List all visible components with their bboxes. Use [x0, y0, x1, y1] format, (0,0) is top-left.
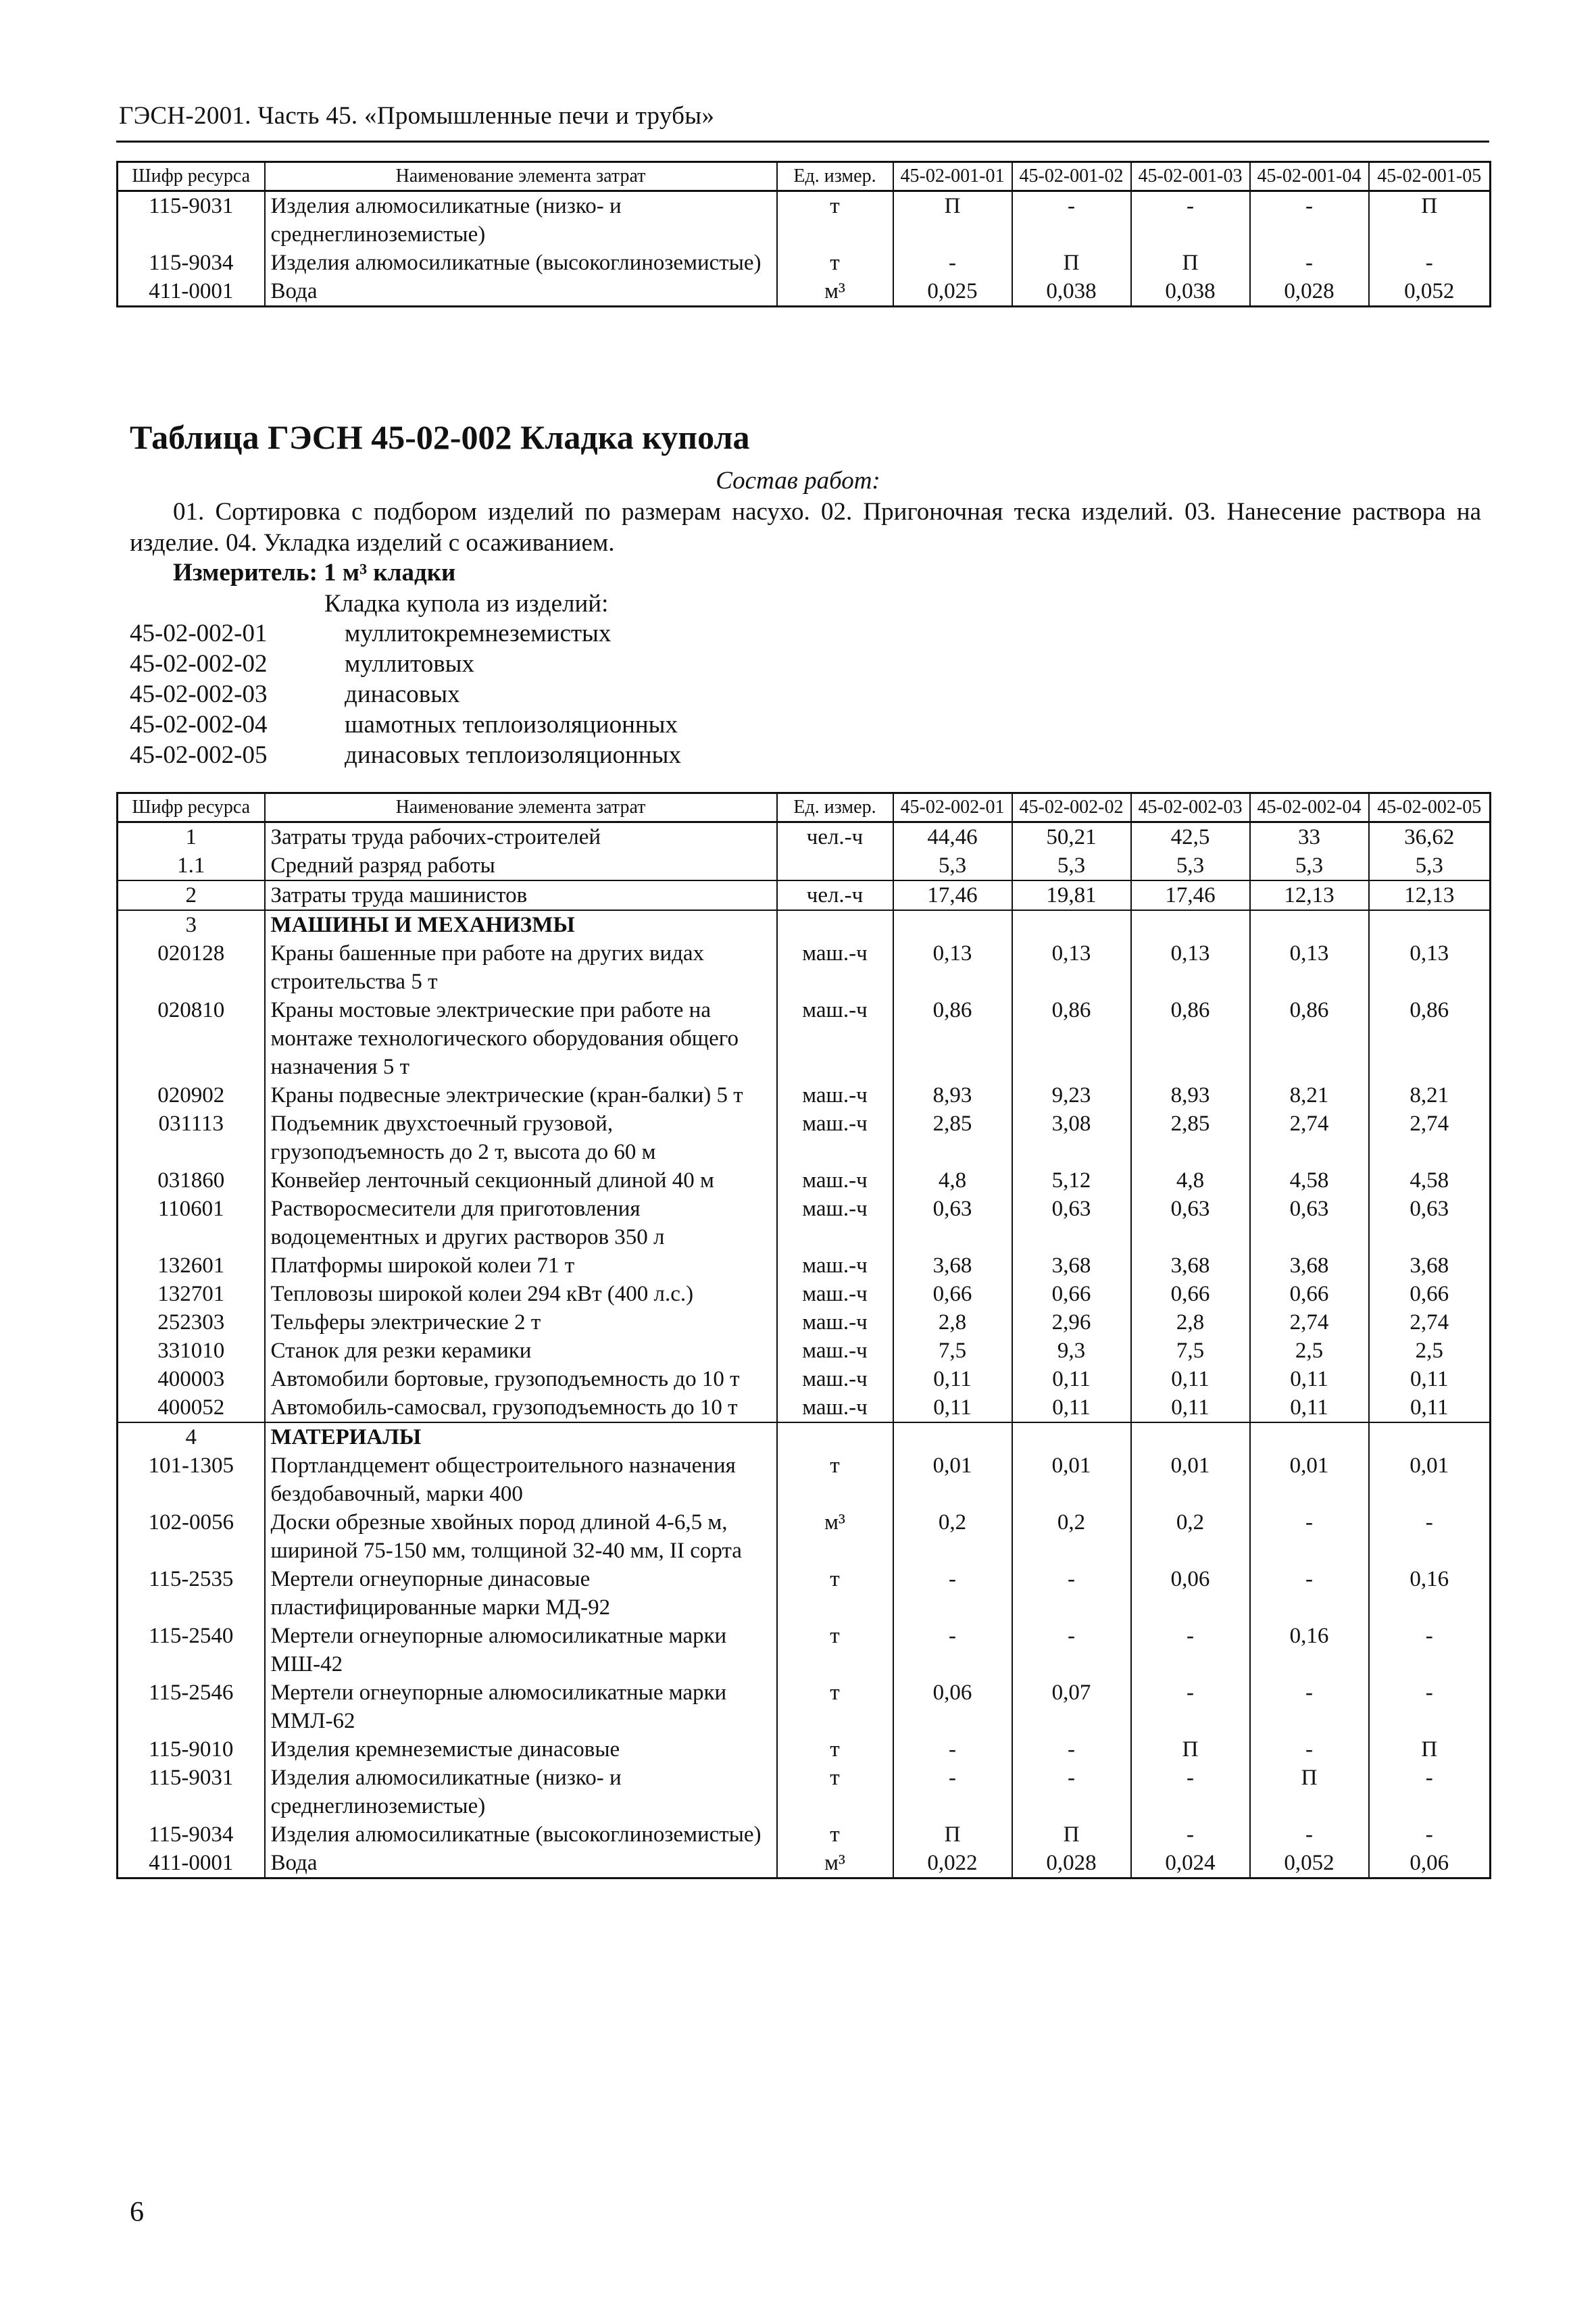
row-value: -: [893, 1764, 1012, 1820]
row-value: 0,11: [893, 1393, 1012, 1422]
table-row: [118, 1508, 1491, 1565]
row-name: Затраты труда рабочих-строителей: [265, 822, 777, 852]
row-name: МАТЕРИАЛЫ: [265, 1422, 777, 1451]
table-header-row: [118, 793, 1491, 822]
row-value: 5,3: [893, 851, 1012, 880]
header-variant-code: 45-02-001-01: [893, 162, 1012, 191]
row-code: 031113: [118, 1110, 265, 1166]
row-value: -: [1250, 1820, 1369, 1849]
row-value: 36,62: [1369, 822, 1491, 852]
row-value: -: [1250, 1508, 1369, 1565]
header-name: Наименование элемента затрат: [265, 162, 777, 191]
row-value: 2,8: [1131, 1308, 1250, 1337]
row-value: 0,07: [1012, 1678, 1131, 1735]
row-value: 44,46: [893, 822, 1012, 852]
variant-code: 45-02-002-01: [130, 620, 268, 647]
row-value: 0,13: [1369, 939, 1491, 996]
row-value: [1131, 1422, 1250, 1451]
row-unit: [777, 1422, 893, 1451]
row-value: 5,3: [1012, 851, 1131, 880]
row-value: П: [1131, 1735, 1250, 1764]
row-name: Растворосмесители для приготовления водоцементных и других растворов 350 л: [265, 1195, 777, 1251]
variant-name: муллитокремнеземистых: [345, 620, 612, 647]
row-value: 12,13: [1250, 880, 1369, 910]
row-value: [893, 1422, 1012, 1451]
variant-code: 45-02-002-03: [130, 680, 268, 708]
row-value: 2,74: [1369, 1110, 1491, 1166]
row-value: 0,63: [1369, 1195, 1491, 1251]
row-value: -: [1131, 1622, 1250, 1678]
row-unit: м³: [777, 1508, 893, 1565]
row-value: 50,21: [1012, 822, 1131, 852]
row-value: 3,68: [893, 1251, 1012, 1280]
row-value: 2,85: [1131, 1110, 1250, 1166]
row-unit: т: [777, 191, 893, 249]
row-value: 33: [1250, 822, 1369, 852]
row-value: 0,052: [1369, 277, 1491, 307]
row-unit: т: [777, 1678, 893, 1735]
row-name: Платформы широкой колеи 71 т: [265, 1251, 777, 1280]
row-code: 1.1: [118, 851, 265, 880]
table-row: [118, 822, 1491, 852]
work-composition-text: 01. Сортировка с подбором изделий по размерам насухо. 02. Пригоночная теска изделий. 03. Нанесение раствора на изделие. 04. Укладка изделий с осаживанием.: [130, 498, 1481, 557]
row-value: -: [1250, 249, 1369, 277]
header-unit: Ед. измер.: [777, 793, 893, 822]
row-value: 19,81: [1012, 880, 1131, 910]
variant-code: 45-02-002-02: [130, 650, 268, 678]
row-value: -: [893, 1735, 1012, 1764]
row-value: -: [1012, 191, 1131, 249]
row-value: П: [893, 1820, 1012, 1849]
row-name: Изделия алюмосиликатные (высокоглиноземистые): [265, 249, 777, 277]
row-code: 110601: [118, 1195, 265, 1251]
row-value: 8,21: [1250, 1081, 1369, 1110]
header-variant-code: 45-02-002-04: [1250, 793, 1369, 822]
row-unit: маш.-ч: [777, 1110, 893, 1166]
table-row: [118, 1337, 1491, 1365]
cost-table-45-02-001: [116, 161, 1491, 307]
table-row: [118, 1764, 1491, 1820]
row-code: 115-9010: [118, 1735, 265, 1764]
table-row: [118, 1280, 1491, 1308]
row-value: 0,13: [1131, 939, 1250, 996]
row-name: Подъемник двухстоечный грузовой, грузоподъемность до 2 т, высота до 60 м: [265, 1110, 777, 1166]
row-value: 7,5: [1131, 1337, 1250, 1365]
variant-code: 45-02-002-05: [130, 741, 268, 769]
row-value: 42,5: [1131, 822, 1250, 852]
row-value: 0,63: [1131, 1195, 1250, 1251]
row-unit: т: [777, 1820, 893, 1849]
row-value: 0,06: [1131, 1565, 1250, 1622]
row-value: 0,038: [1012, 277, 1131, 307]
row-name: Станок для резки керамики: [265, 1337, 777, 1365]
row-value: [1250, 910, 1369, 939]
row-value: 2,74: [1369, 1308, 1491, 1337]
row-value: 4,58: [1250, 1166, 1369, 1195]
row-name: Тельферы электрические 2 т: [265, 1308, 777, 1337]
table-row: [118, 1195, 1491, 1251]
row-value: -: [1369, 1508, 1491, 1565]
row-value: 0,2: [893, 1508, 1012, 1565]
row-value: 8,93: [893, 1081, 1012, 1110]
row-value: -: [1250, 1678, 1369, 1735]
row-unit: чел.-ч: [777, 880, 893, 910]
row-code: 411-0001: [118, 1849, 265, 1878]
row-value: 3,08: [1012, 1110, 1131, 1166]
row-code: 4: [118, 1422, 265, 1451]
row-value: 0,028: [1012, 1849, 1131, 1878]
row-code: 020902: [118, 1081, 265, 1110]
row-code: 020128: [118, 939, 265, 996]
row-name: Мертели огнеупорные динасовые пластифицированные марки МД-92: [265, 1565, 777, 1622]
row-value: -: [1131, 191, 1250, 249]
row-value: 2,5: [1250, 1337, 1369, 1365]
table-row: [118, 1451, 1491, 1508]
row-value: 8,93: [1131, 1081, 1250, 1110]
row-value: [1131, 910, 1250, 939]
row-name: Конвейер ленточный секционный длиной 40 м: [265, 1166, 777, 1195]
row-value: [893, 910, 1012, 939]
row-unit: маш.-ч: [777, 1081, 893, 1110]
row-name: Краны башенные при работе на других видах строительства 5 т: [265, 939, 777, 996]
row-value: -: [893, 1622, 1012, 1678]
row-value: 0,16: [1369, 1565, 1491, 1622]
row-value: 2,96: [1012, 1308, 1131, 1337]
row-value: [1369, 1422, 1491, 1451]
row-code: 115-9031: [118, 191, 265, 249]
row-value: 0,024: [1131, 1849, 1250, 1878]
table-row: [118, 1110, 1491, 1166]
row-unit: маш.-ч: [777, 1308, 893, 1337]
row-value: 2,74: [1250, 1110, 1369, 1166]
row-value: 0,86: [1250, 996, 1369, 1081]
row-value: -: [1250, 191, 1369, 249]
table-row: [118, 1251, 1491, 1280]
row-value: 0,11: [1012, 1365, 1131, 1393]
row-code: 115-9034: [118, 249, 265, 277]
row-code: 1: [118, 822, 265, 852]
row-value: -: [1012, 1764, 1131, 1820]
row-value: 0,01: [1131, 1451, 1250, 1508]
row-name: Доски обрезные хвойных пород длиной 4-6,5 м, шириной 75-150 мм, толщиной 32-40 мм, II сорта: [265, 1508, 777, 1565]
row-value: 12,13: [1369, 880, 1491, 910]
header-unit: Ед. измер.: [777, 162, 893, 191]
row-value: П: [1012, 249, 1131, 277]
row-value: 3,68: [1369, 1251, 1491, 1280]
table-row: [118, 1565, 1491, 1622]
table-row: [118, 1308, 1491, 1337]
row-value: 0,66: [1131, 1280, 1250, 1308]
row-value: 0,63: [1250, 1195, 1369, 1251]
header-variant-code: 45-02-002-01: [893, 793, 1012, 822]
row-name: Изделия алюмосиликатные (высокоглиноземистые): [265, 1820, 777, 1849]
row-value: 5,3: [1131, 851, 1250, 880]
row-value: 0,86: [1131, 996, 1250, 1081]
header-rule: [116, 141, 1489, 143]
row-name: Тепловозы широкой колеи 294 кВт (400 л.с.): [265, 1280, 777, 1308]
row-value: 0,11: [1131, 1393, 1250, 1422]
row-code: 132601: [118, 1251, 265, 1280]
row-value: 0,86: [1369, 996, 1491, 1081]
row-value: 0,11: [1369, 1393, 1491, 1422]
table-row: [118, 851, 1491, 880]
row-name: Автомобили бортовые, грузоподъемность до 10 т: [265, 1365, 777, 1393]
row-value: [1012, 1422, 1131, 1451]
row-value: 0,028: [1250, 277, 1369, 307]
header-name: Наименование элемента затрат: [265, 793, 777, 822]
row-value: 17,46: [893, 880, 1012, 910]
row-name: Мертели огнеупорные алюмосиликатные марки МШ-42: [265, 1622, 777, 1678]
row-value: 0,86: [893, 996, 1012, 1081]
row-value: 0,052: [1250, 1849, 1369, 1878]
row-unit: маш.-ч: [777, 1280, 893, 1308]
row-value: П: [893, 191, 1012, 249]
row-value: 0,63: [1012, 1195, 1131, 1251]
row-value: П: [1012, 1820, 1131, 1849]
row-value: 5,3: [1250, 851, 1369, 880]
row-value: -: [1369, 1764, 1491, 1820]
table-row: [118, 1166, 1491, 1195]
row-unit: м³: [777, 277, 893, 307]
running-header: ГЭСН-2001. Часть 45. «Промышленные печи и трубы»: [119, 102, 715, 130]
variant-name: муллитовых: [345, 650, 475, 678]
row-value: 0,11: [1250, 1393, 1369, 1422]
row-value: 9,3: [1012, 1337, 1131, 1365]
row-name: Автомобиль-самосвал, грузоподъемность до 10 т: [265, 1393, 777, 1422]
row-code: 115-2546: [118, 1678, 265, 1735]
table-row: [118, 1365, 1491, 1393]
row-name: Вода: [265, 1849, 777, 1878]
row-value: 5,12: [1012, 1166, 1131, 1195]
row-unit: маш.-ч: [777, 939, 893, 996]
row-value: 0,2: [1012, 1508, 1131, 1565]
measure-unit: Измеритель: 1 м³ кладки: [173, 559, 456, 587]
row-value: 3,68: [1131, 1251, 1250, 1280]
row-name: Портландцемент общестроительного назначения бездобавочный, марки 400: [265, 1451, 777, 1508]
table-row: [118, 1622, 1491, 1678]
row-code: 115-9031: [118, 1764, 265, 1820]
table-row: [118, 1820, 1491, 1849]
row-value: -: [893, 249, 1012, 277]
table-row: [118, 939, 1491, 996]
row-value: 0,022: [893, 1849, 1012, 1878]
row-unit: т: [777, 249, 893, 277]
row-name: Вода: [265, 277, 777, 307]
row-code: 411-0001: [118, 277, 265, 307]
row-value: 0,66: [1369, 1280, 1491, 1308]
row-value: -: [1012, 1622, 1131, 1678]
row-code: 252303: [118, 1308, 265, 1337]
table-row: [118, 249, 1491, 277]
row-value: [1012, 910, 1131, 939]
row-unit: маш.-ч: [777, 1251, 893, 1280]
row-value: 3,68: [1250, 1251, 1369, 1280]
row-name: Изделия кремнеземистые динасовые: [265, 1735, 777, 1764]
row-name: Изделия алюмосиликатные (низко- и среднеглиноземистые): [265, 1764, 777, 1820]
header-variant-code: 45-02-002-02: [1012, 793, 1131, 822]
row-unit: [777, 851, 893, 880]
row-value: 0,2: [1131, 1508, 1250, 1565]
row-value: 0,13: [1250, 939, 1369, 996]
row-value: 0,01: [1012, 1451, 1131, 1508]
header-variant-code: 45-02-001-05: [1369, 162, 1491, 191]
row-unit: т: [777, 1565, 893, 1622]
table-row: [118, 1393, 1491, 1422]
row-value: 0,025: [893, 277, 1012, 307]
row-value: 0,16: [1250, 1622, 1369, 1678]
row-value: 2,8: [893, 1308, 1012, 1337]
row-value: 4,8: [893, 1166, 1012, 1195]
header-variant-code: 45-02-001-02: [1012, 162, 1131, 191]
row-value: 5,3: [1369, 851, 1491, 880]
row-code: 102-0056: [118, 1508, 265, 1565]
row-value: 0,06: [1369, 1849, 1491, 1878]
row-value: 0,11: [1131, 1365, 1250, 1393]
row-value: -: [1369, 1678, 1491, 1735]
row-code: 132701: [118, 1280, 265, 1308]
row-name: Затраты труда машинистов: [265, 880, 777, 910]
row-unit: [777, 910, 893, 939]
row-unit: чел.-ч: [777, 822, 893, 852]
row-unit: маш.-ч: [777, 1166, 893, 1195]
row-value: 0,63: [893, 1195, 1012, 1251]
row-value: -: [1250, 1735, 1369, 1764]
table-row: [118, 996, 1491, 1081]
row-code: 115-9034: [118, 1820, 265, 1849]
row-value: 9,23: [1012, 1081, 1131, 1110]
row-value: -: [1369, 249, 1491, 277]
cost-table-45-02-002: [116, 792, 1491, 1879]
row-value: П: [1369, 191, 1491, 249]
page-number: 6: [130, 2197, 144, 2228]
row-name: Средний разряд работы: [265, 851, 777, 880]
row-unit: маш.-ч: [777, 1195, 893, 1251]
row-value: 0,038: [1131, 277, 1250, 307]
table-row: [118, 1081, 1491, 1110]
row-code: 101-1305: [118, 1451, 265, 1508]
row-value: -: [1250, 1565, 1369, 1622]
row-unit: т: [777, 1764, 893, 1820]
row-code: 020810: [118, 996, 265, 1081]
header-code: Шифр ресурса: [118, 793, 265, 822]
row-value: -: [1131, 1764, 1250, 1820]
variant-name: динасовых теплоизоляционных: [345, 741, 681, 769]
row-name: Изделия алюмосиликатные (низко- и среднеглиноземистые): [265, 191, 777, 249]
row-name: МАШИНЫ И МЕХАНИЗМЫ: [265, 910, 777, 939]
row-value: 0,01: [893, 1451, 1012, 1508]
row-value: 4,8: [1131, 1166, 1250, 1195]
row-code: 115-2535: [118, 1565, 265, 1622]
row-value: 0,06: [893, 1678, 1012, 1735]
row-value: П: [1250, 1764, 1369, 1820]
row-value: 2,74: [1250, 1308, 1369, 1337]
header-variant-code: 45-02-001-04: [1250, 162, 1369, 191]
table-header-row: [118, 162, 1491, 191]
table-row: [118, 880, 1491, 910]
row-code: 115-2540: [118, 1622, 265, 1678]
row-code: 3: [118, 910, 265, 939]
table-row: [118, 1678, 1491, 1735]
table-row: [118, 1735, 1491, 1764]
row-code: 331010: [118, 1337, 265, 1365]
row-value: [1250, 1422, 1369, 1451]
row-unit: маш.-ч: [777, 1393, 893, 1422]
row-value: -: [1369, 1820, 1491, 1849]
table-row: [118, 1422, 1491, 1451]
row-value: 0,66: [893, 1280, 1012, 1308]
row-unit: т: [777, 1622, 893, 1678]
row-value: 0,11: [1369, 1365, 1491, 1393]
row-value: -: [893, 1565, 1012, 1622]
table-title: Таблица ГЭСН 45-02-002 Кладка купола: [130, 418, 750, 456]
row-code: 400003: [118, 1365, 265, 1393]
row-value: 0,11: [1250, 1365, 1369, 1393]
row-name: Мертели огнеупорные алюмосиликатные марки ММЛ-62: [265, 1678, 777, 1735]
row-value: 2,5: [1369, 1337, 1491, 1365]
row-value: 0,01: [1250, 1451, 1369, 1508]
variant-name: шамотных теплоизоляционных: [345, 711, 678, 739]
row-code: 400052: [118, 1393, 265, 1422]
row-value: -: [1012, 1735, 1131, 1764]
variants-title: Кладка купола из изделий:: [324, 590, 609, 618]
header-code: Шифр ресурса: [118, 162, 265, 191]
header-variant-code: 45-02-002-05: [1369, 793, 1491, 822]
row-code: 2: [118, 880, 265, 910]
row-value: 8,21: [1369, 1081, 1491, 1110]
row-value: 0,86: [1012, 996, 1131, 1081]
row-value: 0,66: [1250, 1280, 1369, 1308]
work-composition-title: Состав работ:: [716, 467, 880, 495]
row-value: 7,5: [893, 1337, 1012, 1365]
row-value: П: [1369, 1735, 1491, 1764]
row-value: П: [1131, 249, 1250, 277]
variant-code: 45-02-002-04: [130, 711, 268, 739]
row-value: 0,11: [1012, 1393, 1131, 1422]
row-value: -: [1131, 1678, 1250, 1735]
row-unit: т: [777, 1735, 893, 1764]
row-name: Краны мостовые электрические при работе на монтаже технологического оборудования общего назначения 5 т: [265, 996, 777, 1081]
table-row: [118, 910, 1491, 939]
row-value: 0,01: [1369, 1451, 1491, 1508]
row-unit: маш.-ч: [777, 1365, 893, 1393]
row-code: 031860: [118, 1166, 265, 1195]
row-value: -: [1369, 1622, 1491, 1678]
variant-name: динасовых: [345, 680, 460, 708]
header-variant-code: 45-02-001-03: [1131, 162, 1250, 191]
row-value: 2,85: [893, 1110, 1012, 1166]
row-value: 3,68: [1012, 1251, 1131, 1280]
row-value: -: [1131, 1820, 1250, 1849]
row-value: [1369, 910, 1491, 939]
row-value: 0,13: [1012, 939, 1131, 996]
row-unit: т: [777, 1451, 893, 1508]
row-unit: маш.-ч: [777, 996, 893, 1081]
table-row: [118, 1849, 1491, 1878]
row-value: 0,13: [893, 939, 1012, 996]
row-value: 4,58: [1369, 1166, 1491, 1195]
row-unit: м³: [777, 1849, 893, 1878]
row-value: -: [1012, 1565, 1131, 1622]
header-variant-code: 45-02-002-03: [1131, 793, 1250, 822]
table-row: [118, 191, 1491, 249]
table-row: [118, 277, 1491, 307]
row-value: 0,66: [1012, 1280, 1131, 1308]
row-name: Краны подвесные электрические (кран-балки) 5 т: [265, 1081, 777, 1110]
row-value: 17,46: [1131, 880, 1250, 910]
row-value: 0,11: [893, 1365, 1012, 1393]
row-unit: маш.-ч: [777, 1337, 893, 1365]
